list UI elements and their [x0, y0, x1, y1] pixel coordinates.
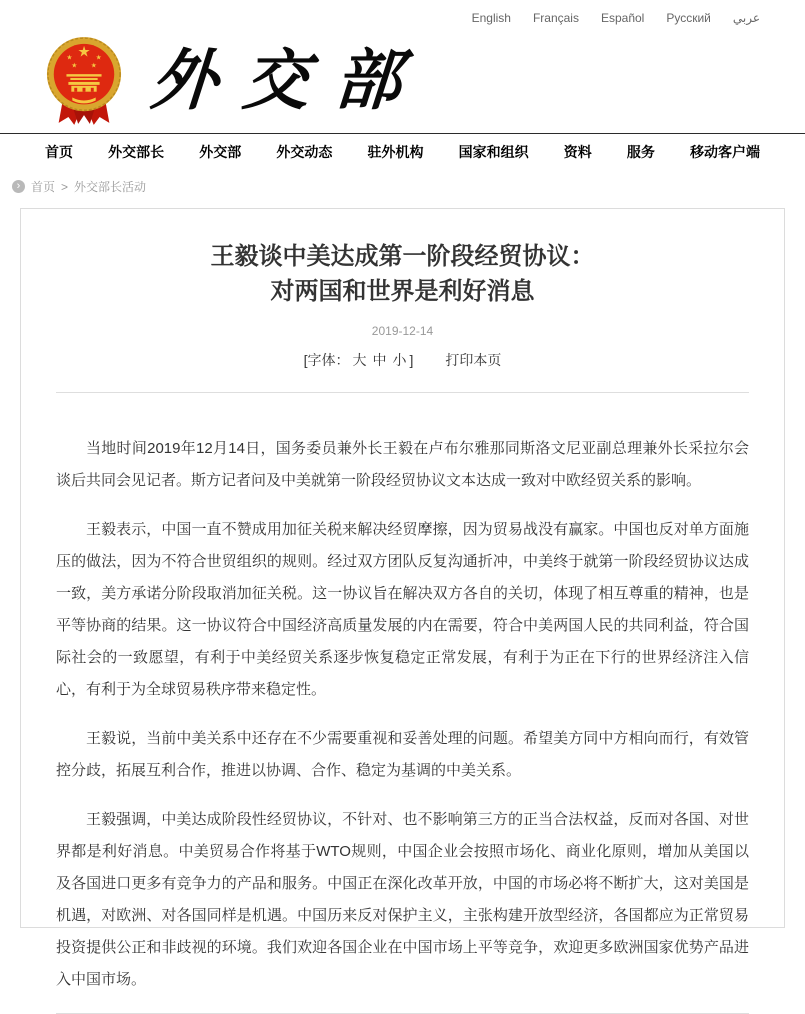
font-size-medium-button[interactable]: 中: [372, 352, 387, 368]
breadcrumb-arrow-icon: ›: [12, 180, 25, 193]
article-date: 2019-12-14: [371, 324, 434, 338]
article-body: [56, 433, 749, 996]
national-emblem-logo[interactable]: [45, 32, 123, 128]
breadcrumb-home-link[interactable]: 首页: [31, 180, 56, 194]
article-paragraph: 王毅表示，中国一直不赞成用加征关税来解决经贸摩擦，因为贸易战没有赢家。中国也反对单方面施压的做法，因为不符合世贸组织的规则。经过双方团队反复沟通折冲，中美终于就第一阶段经贸协议达成一致，美方承诺分阶段取消加征关税。这一协议旨在解决双方各自的关切，体现了相互尊重的精神，也是平等协商的结果。这一协议符合中国经济高质量发展的内在需要，符合中美两国人民的共同利益，符合国际社会的一致愿望，有利于中美经贸关系逐步恢复稳定正常发展，有利于为正在下行的世界经济注入信心，有利于为全球贸易秩序带来稳定性。: [56, 521, 749, 698]
breadcrumb: [0, 170, 805, 196]
national-emblem-icon: [45, 32, 123, 128]
nav-item-resources[interactable]: 资料: [563, 144, 592, 160]
site-header: [0, 26, 805, 133]
language-bar: [0, 0, 805, 26]
nav-item-countries-orgs[interactable]: 国家和组织: [458, 144, 529, 160]
title-body-divider: [56, 392, 749, 393]
font-size-suffix: ]: [409, 352, 414, 368]
nav-item-ministry[interactable]: 外交部: [199, 144, 242, 160]
svg-text:★: ★: [95, 53, 102, 62]
print-page-button[interactable]: 打印本页: [445, 352, 502, 368]
svg-text:★: ★: [77, 43, 91, 61]
article-paragraph: 王毅说，当前中美关系中还存在不少需要重视和妥善处理的问题。希望美方同中方相向而行，有效管控分歧，拓展互利合作，推进以协调、合作、稳定为基调的中美关系。: [56, 730, 749, 779]
font-size-prefix: [字体：: [303, 352, 350, 368]
font-size-small-button[interactable]: 小: [392, 352, 407, 368]
nav-item-home[interactable]: 首页: [45, 144, 73, 160]
svg-text:★: ★: [90, 60, 97, 69]
lang-english[interactable]: English: [471, 10, 511, 25]
article-paragraph: 王毅强调，中美达成阶段性经贸协议，不针对、也不影响第三方的正当合法权益，反而对各国、对世界都是利好消息。中美贸易合作将基于WTO规则，中国企业会按照市场化、商业化原则，增加从美国以及各国进口更多有竞争力的产品和服务。中国正在深化改革开放，中国的市场必将不断扩大，这对美国是机遇，对欧洲、对各国同样是机遇。中国历来反对保护主义，主张构建开放型经济，各国都应为正常贸易投资提供公正和非歧视的环境。我们欢迎各国企业在中国市场上平等竞争，欢迎更多欧洲国家优势产品进入中国市场。: [56, 811, 749, 988]
lang-french[interactable]: Français: [532, 10, 579, 25]
article-paragraph: 当地时间2019年12月14日，国务委员兼外长王毅在卢布尔雅那同斯洛文尼亚副总理兼外长采拉尔会谈后共同会见记者。斯方记者问及中美就第一阶段经贸协议文本达成一致对中欧经贸关系的影响。: [56, 440, 749, 489]
breadcrumb-current: 外交部长活动: [74, 180, 147, 194]
article-meta-controls: [21, 350, 784, 370]
nav-item-foreign-minister[interactable]: 外交部长: [108, 144, 165, 160]
nav-item-diplomatic-news[interactable]: 外交动态: [276, 144, 333, 160]
lang-arabic[interactable]: عربي: [732, 10, 760, 25]
breadcrumb-separator: >: [61, 179, 69, 194]
lang-russian[interactable]: Русский: [666, 10, 711, 25]
article-title-line1: 王毅谈中美达成第一阶段经贸协议：: [210, 243, 595, 270]
font-size-control: [304, 352, 418, 368]
article-container: [20, 208, 785, 988]
article-title-line2: 对两国和世界是利好消息: [270, 278, 535, 305]
font-size-large-button[interactable]: 大: [352, 352, 367, 368]
nav-item-missions-abroad[interactable]: 驻外机构: [367, 144, 424, 160]
main-nav: [0, 133, 805, 170]
nav-item-services[interactable]: 服务: [626, 144, 655, 160]
nav-item-mobile-client[interactable]: 移动客户端: [690, 144, 760, 160]
svg-text:★: ★: [66, 53, 73, 62]
article-title: [21, 239, 784, 309]
svg-text:★: ★: [71, 60, 78, 69]
lang-spanish[interactable]: Español: [600, 10, 645, 25]
ministry-calligraphy-logo[interactable]: 外交部: [148, 42, 430, 117]
